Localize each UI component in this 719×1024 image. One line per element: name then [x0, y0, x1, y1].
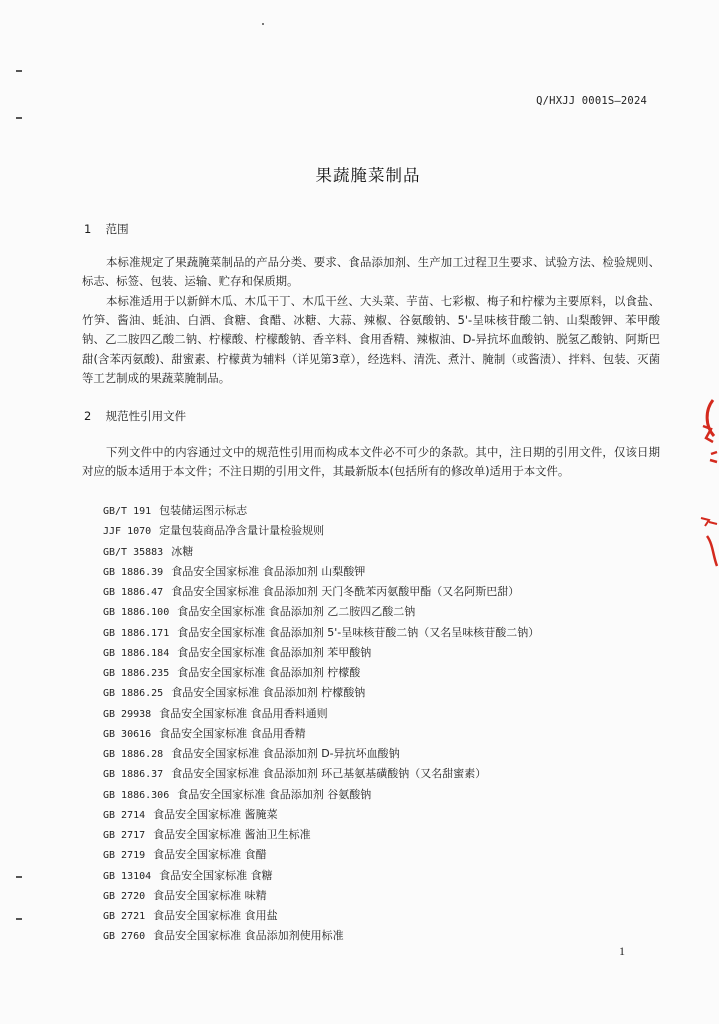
reference-item — [103, 744, 539, 764]
reference-item — [103, 886, 539, 906]
reference-code: GB 29938 — [103, 708, 152, 720]
reference-code: GB 1886.25 — [103, 688, 164, 700]
margin-mark — [16, 876, 22, 878]
reference-title: 食品安全国家标准 味精 — [153, 888, 267, 902]
reference-code: GB 2720 — [103, 890, 146, 902]
references-intro-paragraph: 下列文件中的内容通过文中的规范性引用而构成本文件必不可少的条款。其中，注日期的引用文件，仅该日期对应的版本适用于本文件；不注日期的引用文件，其最新版本(包括所有的修改单)适用于本文件。 — [82, 445, 660, 479]
reference-item — [103, 785, 539, 805]
reference-code: GB 1886.28 — [103, 749, 164, 760]
reference-item — [103, 602, 539, 622]
reference-title: 食品安全国家标准 酱腌菜 — [153, 807, 278, 821]
reference-item — [103, 704, 539, 724]
scope-paragraph: 本标准规定了果蔬腌菜制品的产品分类、要求、食品添加剂、生产加工过程卫生要求、试验方法、检验规则、标志、标签、包装、运输、贮存和保质期。 — [82, 255, 660, 289]
reference-item — [103, 521, 539, 541]
reference-item — [103, 866, 539, 886]
reference-item — [103, 825, 539, 845]
reference-title: 冰糖 — [171, 544, 194, 558]
reference-item — [103, 542, 539, 562]
reference-code: GB 2717 — [103, 830, 146, 841]
reference-item — [103, 501, 539, 521]
reference-title: 食品安全国家标准 食品添加剂 环己基氨基磺酸钠（又名甜蜜素） — [171, 767, 487, 781]
reference-code: GB 30616 — [103, 728, 152, 740]
margin-mark — [16, 70, 22, 72]
reference-item — [103, 724, 539, 744]
reference-title: 食品安全国家标准 食品用香精 — [159, 726, 306, 740]
reference-title: 食品安全国家标准 食品添加剂 山梨酸钾 — [171, 564, 366, 578]
reference-code: GB/T 191 — [103, 506, 152, 517]
reference-title: 食品安全国家标准 酱油卫生标准 — [153, 828, 311, 841]
reference-title: 食品安全国家标准 食品添加剂使用标准 — [153, 929, 344, 943]
reference-title: 食品安全国家标准 食糖 — [159, 868, 273, 882]
reference-item — [103, 906, 539, 926]
scope-paragraph: 本标准适用于以新鲜木瓜、木瓜干丁、木瓜干丝、大头菜、芋苗、七彩椒、梅子和柠檬为主要原料，以食盐、竹笋、酱油、蚝油、白酒、食糖、食醋、冰糖、大蒜、辣椒、谷氨酸钠、5'-呈味核苷酸二钠、山梨酸钾、苯甲酸钠、乙二胺四乙酸二钠、柠檬酸、柠檬酸钠、香辛料、食用香精、辣椒油、D-异抗坏血酸钠、脱氢乙酸钠、阿斯巴甜(含苯丙氨酸)、甜蜜素、柠檬黄为辅料（详见第3章），经选料、清洗、煮汁、腌制（或酱渍）、拌料、包装、灭菌等工艺制成的果蔬菜腌制品。 — [82, 294, 660, 385]
reference-code: GB 2721 — [103, 911, 146, 922]
section-title: 规范性引用文件 — [105, 409, 187, 423]
reference-title: 食品安全国家标准 食品添加剂 谷氨酸钠 — [177, 787, 372, 801]
margin-mark — [16, 117, 22, 119]
reference-title: 食品安全国家标准 食用盐 — [153, 909, 278, 922]
seal-stroke — [710, 452, 717, 462]
section-heading-normative-references — [84, 408, 186, 424]
reference-title: 定量包装商品净含量计量检验规则 — [159, 524, 325, 538]
reference-code: GB 2760 — [103, 931, 146, 943]
reference-code: GB 1886.171 — [103, 627, 170, 639]
reference-title: 食品安全国家标准 食品添加剂 D-异抗坏血酸钠 — [171, 747, 400, 760]
document-title: 果蔬腌菜制品 — [315, 166, 421, 185]
reference-code: JJF 1070 — [103, 526, 152, 538]
reference-title: 食品安全国家标准 食品添加剂 苯甲酸钠 — [177, 645, 372, 659]
reference-item — [103, 643, 539, 663]
reference-title: 食品安全国家标准 食品添加剂 天门冬酰苯丙氨酸甲酯（又名阿斯巴甜） — [171, 585, 520, 598]
reference-title: 食品安全国家标准 食醋 — [153, 848, 267, 862]
reference-item — [103, 926, 539, 946]
reference-title: 食品安全国家标准 食品用香料通则 — [159, 706, 328, 720]
reference-item — [103, 764, 539, 784]
reference-code: GB/T 35883 — [103, 546, 164, 558]
page-number: 1 — [619, 944, 625, 958]
margin-mark — [16, 918, 22, 920]
reference-code: GB 2714 — [103, 809, 146, 821]
reference-code: GB 1886.184 — [103, 647, 170, 659]
reference-item — [103, 805, 539, 825]
seal-stroke — [701, 518, 717, 526]
reference-item — [103, 663, 539, 683]
reference-item — [103, 582, 539, 602]
reference-code: GB 2719 — [103, 850, 146, 862]
reference-title: 食品安全国家标准 食品添加剂 柠檬酸 — [177, 666, 361, 679]
reference-item — [103, 683, 539, 703]
standard-code: Q/HXJJ 0001S—2024 — [536, 95, 647, 107]
reference-item — [103, 845, 539, 865]
seal-stamp-fragment — [697, 396, 719, 576]
reference-item — [103, 623, 539, 643]
reference-code: GB 1886.37 — [103, 769, 164, 781]
section-title: 范围 — [105, 222, 129, 236]
reference-code: GB 1886.100 — [103, 607, 170, 619]
reference-item — [103, 562, 539, 582]
reference-code: GB 1886.306 — [103, 789, 170, 801]
section-number: 2 — [84, 409, 92, 423]
reference-list — [103, 501, 539, 947]
section-number: 1 — [84, 222, 92, 236]
scan-speck — [262, 23, 264, 25]
reference-title: 食品安全国家标准 食品添加剂 乙二胺四乙酸二钠 — [177, 605, 416, 619]
reference-code: GB 13104 — [103, 870, 152, 882]
section-heading-scope — [84, 221, 129, 237]
reference-title: 包装储运图示标志 — [159, 504, 248, 517]
reference-code: GB 1886.235 — [103, 668, 170, 679]
reference-title: 食品安全国家标准 食品添加剂 柠檬酸钠 — [171, 686, 366, 700]
reference-title: 食品安全国家标准 食品添加剂 5'-呈味核苷酸二钠（又名呈味核苷酸二钠） — [177, 625, 540, 639]
reference-code: GB 1886.39 — [103, 566, 164, 578]
reference-code: GB 1886.47 — [103, 587, 164, 598]
seal-stroke — [707, 536, 717, 566]
